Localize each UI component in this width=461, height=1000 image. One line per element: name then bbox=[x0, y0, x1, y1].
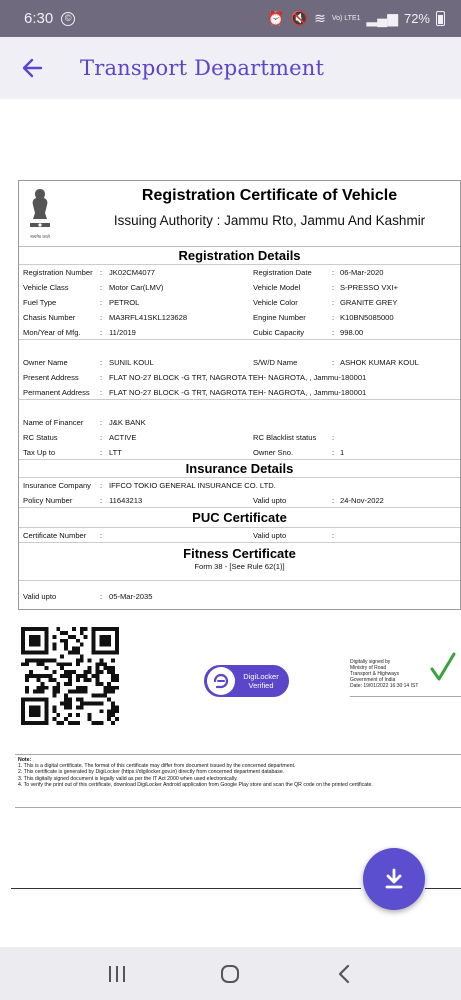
home-icon bbox=[219, 963, 241, 985]
rc-status-row: RC Status : ACTIVE RC Blacklist status : bbox=[23, 433, 335, 442]
digilocker-verified-badge bbox=[204, 665, 289, 697]
certificate-header bbox=[19, 181, 460, 247]
recents-button[interactable] bbox=[92, 954, 142, 994]
note-item: 4. To verify the print out of this certificate, download DigiLocker Android application from Google Play store and scan the QR code on the printed certificate. bbox=[18, 781, 373, 788]
divider bbox=[11, 888, 361, 889]
arrow-left-icon[interactable] bbox=[0, 37, 64, 99]
badge-line-1: DigiLocker bbox=[243, 672, 279, 681]
spacer bbox=[19, 400, 460, 415]
download-icon bbox=[382, 867, 406, 891]
signal-icon: ▂▄▆ bbox=[366, 10, 398, 26]
battery-icon bbox=[436, 11, 445, 26]
wifi-icon: ≋ bbox=[314, 10, 326, 26]
home-button[interactable] bbox=[205, 954, 255, 994]
table-row: Fuel Type : PETROL Vehicle Color : GRANITE GREY bbox=[23, 298, 398, 307]
system-nav-bar bbox=[0, 947, 461, 1000]
check-mark-icon bbox=[430, 652, 456, 682]
recents-icon bbox=[107, 965, 127, 983]
signature-line: Digitally signed by bbox=[350, 659, 391, 665]
financer-row: Name of Financer : J&K BANK bbox=[23, 418, 146, 427]
insurance-details-heading: Insurance Details bbox=[19, 460, 460, 478]
status-indicators bbox=[267, 10, 445, 27]
registration-details-heading: Registration Details bbox=[19, 247, 460, 265]
note-item: 3. This digitally signed document is legally valid as per the IT Act 2000 when used electronically. bbox=[18, 775, 238, 782]
permanent-address-row: Permanent Address : FLAT NO-27 BLOCK -G TRT, NAGROTA TEH- NAGROTA, , Jammu-180001 bbox=[19, 385, 460, 400]
present-address-row: Present Address : FLAT NO-27 BLOCK -G TRT, NAGROTA TEH- NAGROTA, , Jammu-180001 bbox=[23, 373, 367, 382]
tax-row: Tax Up to : LTT Owner Sno. : 1 bbox=[19, 445, 460, 460]
fitness-certificate-heading: Fitness Certificate bbox=[183, 546, 296, 561]
signature-line: Transport & Highways bbox=[350, 671, 399, 677]
policy-row: Policy Number : 11643213 Valid upto : 24-Nov-2022 bbox=[19, 493, 460, 508]
insurance-company-row: Insurance Company : IFFCO TOKIO GENERAL INSURANCE CO. LTD. bbox=[23, 481, 276, 490]
owner-row: Owner Name : SUNIL KOUL S/W/D Name : ASHOK KUMAR KOUL bbox=[23, 358, 419, 367]
signature-line: Date: 19/01/2022 16:30:14 IST bbox=[350, 683, 419, 689]
status-bar bbox=[0, 0, 461, 37]
signature-line: Government of India bbox=[350, 677, 396, 683]
note-heading: Note: bbox=[18, 757, 32, 763]
alarm-icon: ⏰ bbox=[267, 10, 285, 26]
issuing-authority: Issuing Authority : Jammu Rto, Jammu And Kashmir bbox=[113, 213, 426, 228]
badge-line-2: Verified bbox=[248, 681, 274, 690]
national-emblem-icon bbox=[25, 185, 55, 241]
puc-certificate-heading: PUC Certificate bbox=[19, 508, 460, 528]
certificate-title: Registration Certificate of Vehicle bbox=[141, 187, 398, 204]
fitness-subtitle: Form 38 - [See Rule 62(1)] bbox=[194, 562, 285, 571]
qr-code bbox=[21, 627, 119, 725]
puc-row: Certificate Number : Valid upto : bbox=[19, 528, 460, 543]
emblem-caption: सत्यमेव जयते bbox=[30, 234, 50, 239]
battery-percent: 72% bbox=[403, 11, 430, 26]
page-title: Transport Department bbox=[80, 56, 325, 80]
app-bar bbox=[0, 37, 461, 99]
status-notification-icon: © bbox=[61, 12, 75, 26]
divider bbox=[425, 888, 461, 889]
note-item: 1. This is a digital certificate. The format of this certificate may differ from document issued by the concerned department. bbox=[18, 763, 296, 770]
status-time: 6:30 bbox=[24, 10, 54, 27]
back-button[interactable] bbox=[319, 954, 369, 994]
spacer bbox=[19, 340, 460, 355]
registration-certificate bbox=[18, 180, 461, 610]
mute-icon: 🔇 bbox=[290, 10, 309, 26]
registration-rows bbox=[19, 265, 460, 340]
back-chevron-icon bbox=[337, 964, 351, 984]
download-button[interactable] bbox=[363, 848, 425, 910]
spacer bbox=[19, 581, 460, 589]
digilocker-icon bbox=[207, 667, 235, 695]
table-row: Mon/Year of Mfg. : 11/2019 Cubic Capacity : 998.00 bbox=[19, 325, 460, 340]
fitness-valid-row: Valid upto : 05-Mar-2035 bbox=[23, 592, 153, 601]
table-row: Vehicle Class : Motor Car(LMV) Vehicle Model : S-PRESSO VXI+ bbox=[23, 283, 399, 292]
signature-line: Ministry of Road bbox=[350, 665, 387, 671]
table-row: Registration Number : JK02CM4077 Registration Date : 06-Mar-2020 bbox=[23, 268, 384, 277]
certificate-note bbox=[15, 754, 461, 808]
note-item: 2. This certificate is generated by DigiLocker (https://digilocker.gov.in) directly from concerned department database. bbox=[18, 769, 285, 776]
network-label: Vo) LTE1 bbox=[331, 15, 361, 22]
table-row: Chasis Number : MA3RFL41SKL123628 Engine Number : K10BN5085000 bbox=[23, 313, 394, 322]
